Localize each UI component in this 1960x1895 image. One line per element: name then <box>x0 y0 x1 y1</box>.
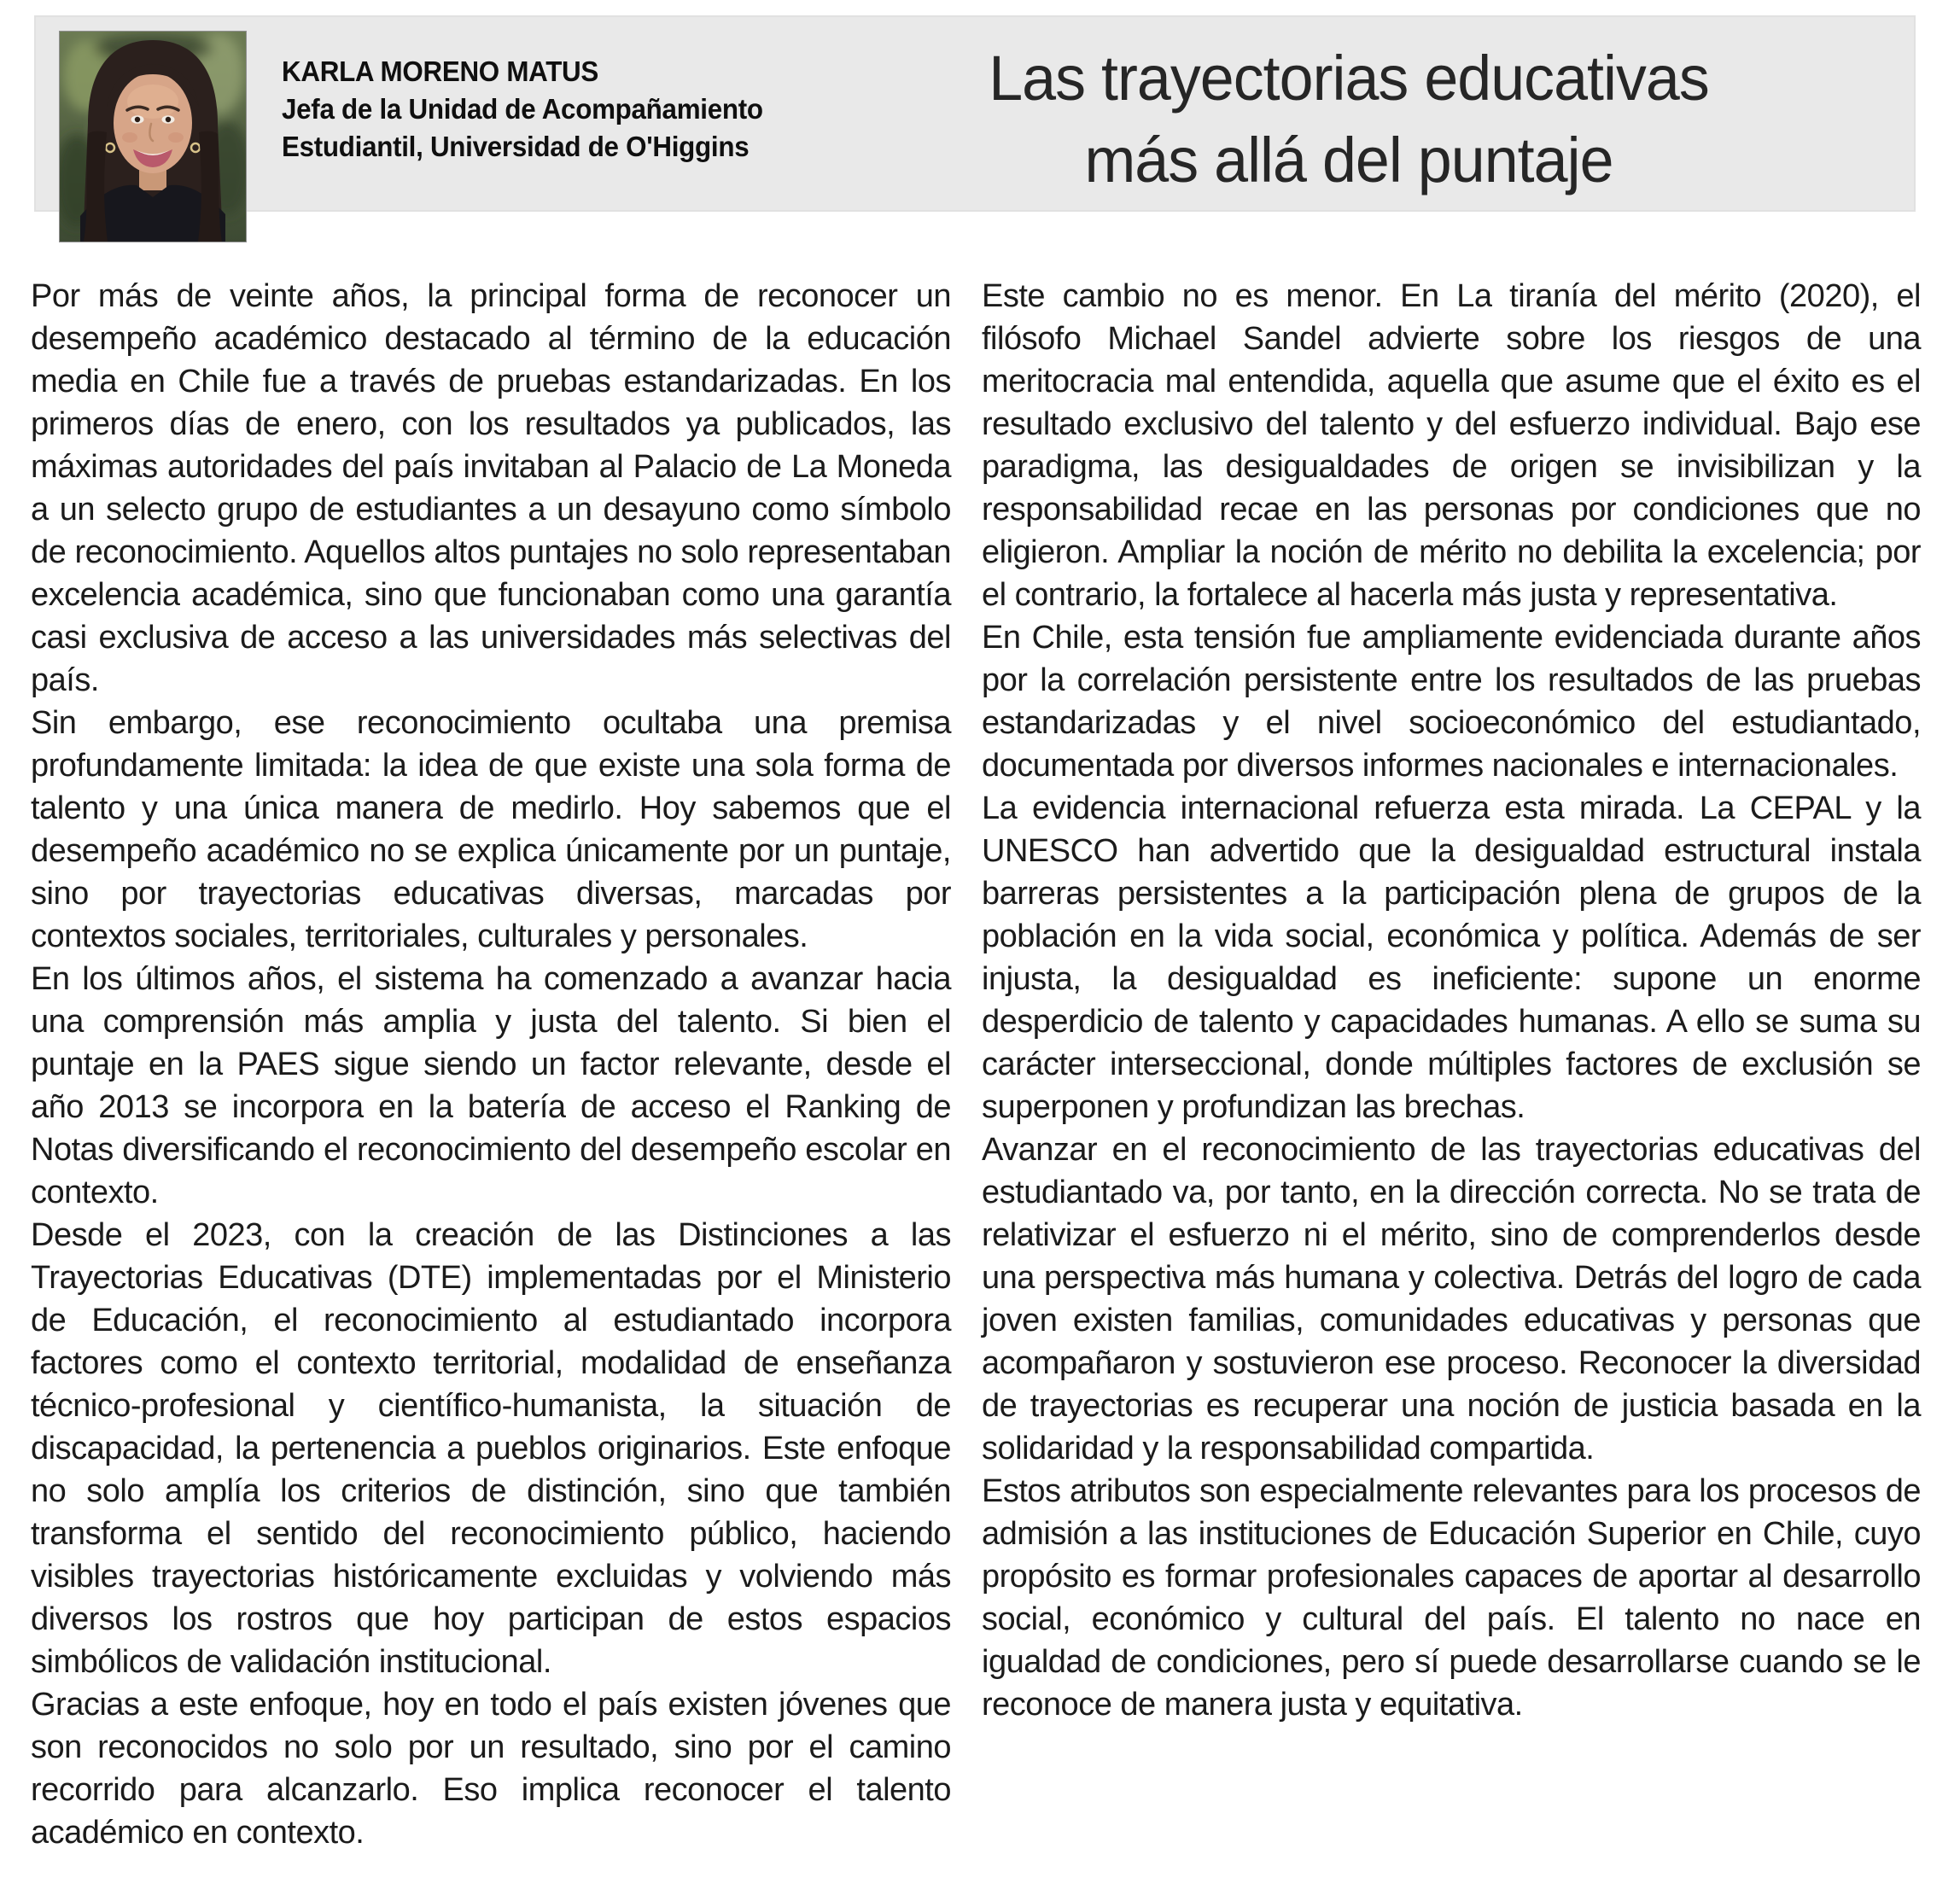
author-role-line1: Jefa de la Unidad de Acompañamiento <box>282 93 763 125</box>
author-role-line2: Estudiantil, Universidad de O'Higgins <box>282 131 750 162</box>
paragraph: Estos atributos son especialmente relevantes para los procesos de admisión a las instituciones de Educación Superior en Chile, cuyo propósito es formar profesionales capaces de aportar al desarrollo social, económico y cultural del país. El talento no nace en igualdad de condiciones, pero sí puede desarrollarse cuando se le reconoce de manera justa y equitativa. <box>982 1473 1921 1723</box>
author-name: KARLA MORENO MATUS <box>282 55 599 87</box>
byline-block <box>282 53 763 166</box>
paragraph: Por más de veinte años, la principal forma de reconocer un desempeño académico destacado al término de la educación media en Chile fue a través de pruebas estandarizadas. En los primeros días de enero, con los resultados ya publicados, las máximas autoridades del país invitaban al Palacio de La Moneda a un selecto grupo de estudiantes a un desayuno como símbolo de reconocimiento. Aquellos altos puntajes no solo representaban excelencia académica, sino que funcionaban como una garantía casi exclusiva de acceso a las universidades más selectivas del país. <box>31 278 951 698</box>
paragraph: Sin embargo, ese reconocimiento ocultaba una premisa profundamente limitada: la idea de que existe una sola forma de talento y una única manera de medirlo. Hoy sabemos que el desempeño académico no se explica únicamente por un puntaje, sino por trayectorias educativas diversas, marcadas por contextos sociales, territoriales, culturales y personales. <box>31 705 951 954</box>
paragraph: En Chile, esta tensión fue ampliamente evidenciada durante años por la correlación persistente entre los resultados de las pruebas estandarizadas y el nivel socioeconómico del estudiantado, documentada por diversos informes nacionales e internacionales. <box>982 620 1921 784</box>
paragraph: Este cambio no es menor. En La tiranía del mérito (2020), el filósofo Michael Sandel advierte sobre los riesgos de una meritocracia mal entendida, aquella que asume que el éxito es el resultado exclusivo del talento y del esfuerzo individual. Bajo ese paradigma, las desigualdades de origen se invisibilizan y la responsabilidad recae en las personas por condiciones que no eligieron. Ampliar la noción de mérito no debilita la excelencia; por el contrario, la fortalece al hacerla más justa y representativa. <box>982 278 1921 613</box>
portrait-illustration <box>60 32 246 242</box>
paragraph: Avanzar en el reconocimiento de las trayectorias educativas del estudiantado va, por tanto, en la dirección correcta. No se trata de relativizar el esfuerzo ni el mérito, sino de comprenderlos desde una perspectiva más humana y colectiva. Detrás del logro de cada joven existen familias, comunidades educativas y personas que acompañaron y sostuvieron ese proceso. Reconocer la diversidad de trayectorias es recuperar una noción de justicia basada en la solidaridad y la responsabilidad compartida. <box>982 1132 1921 1466</box>
article-column-left <box>31 275 951 1854</box>
article-title-line1: Las trayectorias educativas <box>989 43 1709 114</box>
paragraph: La evidencia internacional refuerza esta mirada. La CEPAL y la UNESCO han advertido que la desigualdad estructural instala barreras persistentes a la participación plena de grupos de la población en la vida social, económica y política. Además de ser injusta, la desigualdad es ineficiente: supone un enorme desperdicio de talento y capacidades humanas. A ello se suma su carácter interseccional, donde múltiples factores de exclusión se superponen y profundizan las brechas. <box>982 790 1921 1125</box>
article-title <box>877 38 1821 201</box>
paragraph: Gracias a este enfoque, hoy en todo el país existen jóvenes que son reconocidos no solo por un resultado, sino por el camino recorrido para alcanzarlo. Eso implica reconocer el talento académico en contexto. <box>31 1687 951 1851</box>
article-column-right <box>982 275 1921 1726</box>
paragraph: En los últimos años, el sistema ha comenzado a avanzar hacia una comprensión más amplia y justa del talento. Si bien el puntaje en la PAES sigue siendo un factor relevante, desde el año 2013 se incorpora en la batería de acceso el Ranking de Notas diversificando el reconocimiento del desempeño escolar en contexto. <box>31 961 951 1210</box>
article-title-line2: más allá del puntaje <box>1084 125 1613 195</box>
paragraph: Desde el 2023, con la creación de las Distinciones a las Trayectorias Educativas (DTE) implementadas por el Ministerio de Educación, el reconocimiento al estudiantado incorpora factores como el contexto territorial, modalidad de enseñanza técnico-profesional y científico-humanista, la situación de discapacidad, la pertenencia a pueblos originarios. Este enfoque no solo amplía los criterios de distinción, sino que también transforma el sentido del reconocimiento público, haciendo visibles trayectorias históricamente excluidas y volviendo más diversos los rostros que hoy participan de estos espacios simbólicos de validación institucional. <box>31 1217 951 1680</box>
author-photo <box>60 32 246 242</box>
